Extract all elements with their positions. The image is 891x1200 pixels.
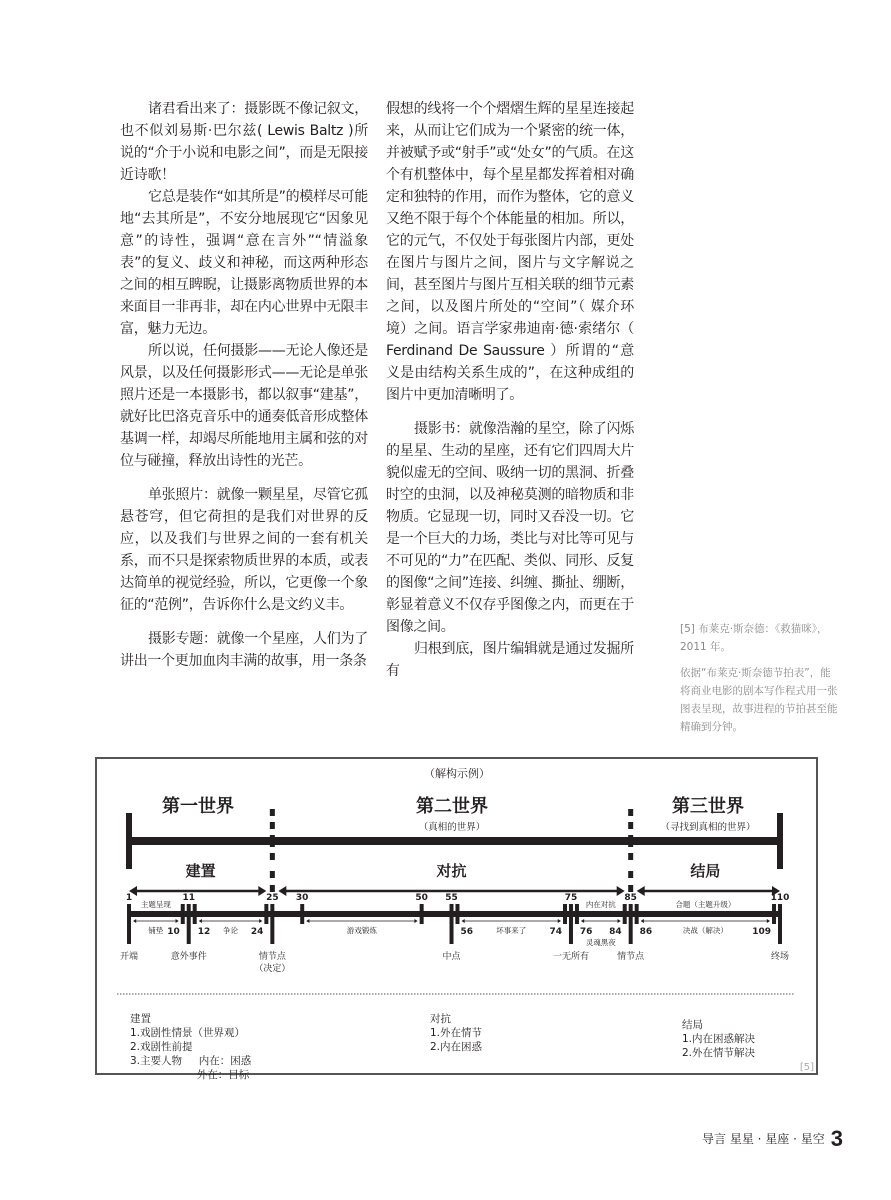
beat-tick [300, 904, 304, 924]
world-subtitle: （真相的世界） [418, 822, 486, 833]
running-title: 导言 星星 · 星座 · 星空 [702, 1132, 825, 1146]
note-line: 2.内在困惑 [430, 1041, 483, 1053]
world-bar-end-tick [777, 813, 783, 869]
beat-number-bottom: 10 [167, 927, 180, 937]
world-break-dash [628, 885, 633, 892]
beat-tick [420, 904, 424, 924]
world-break-dash [270, 835, 275, 847]
world-break-dash [270, 809, 275, 816]
beat-number-top: 25 [266, 893, 279, 903]
note-heading: 对抗 [430, 1013, 451, 1025]
beat-tick [569, 904, 573, 944]
beat-number-top: 85 [624, 893, 637, 903]
world-break-dash [270, 822, 275, 829]
note-line: 2.外在情节解决 [682, 1047, 756, 1059]
milestone-label: 中点 [442, 952, 461, 962]
span-arrow-head-left [306, 919, 309, 923]
world-break-dash [270, 853, 275, 860]
beat-number-top: 30 [295, 893, 309, 903]
span-label-below: 灵魂黑夜 [585, 938, 616, 947]
milestone-sublabel: （决定） [254, 964, 291, 974]
span-arrow-head-right [259, 919, 262, 923]
beat-tick [563, 904, 567, 924]
span-arrow-head-left [641, 919, 644, 923]
beat-number-bottom: 76 [579, 927, 593, 937]
beat-number-bottom: 109 [752, 927, 772, 937]
paragraph: 摄影书：就像浩瀚的星空，除了闪烁的星星、生动的星座，还有它们四周大片貌似虚无的空间、吸纳一切的黑洞、折叠时空的虫洞，以及神秘莫测的暗物质和非物质。它显现一切，同时又吞没一切。它是一个巨大的力场，类比与对比等可见与不可见的“力”在匹配、类似、同形、反复的图像“之间”连接、纠缠、撕扯、绷断，彰显着意义不仅存乎图像之内，而更在于图像之间。 [386, 421, 634, 635]
beat-tick [270, 904, 274, 944]
world-title: 第三世界 [672, 796, 744, 817]
beat-number-bottom: 12 [197, 927, 211, 937]
world-break-dash [628, 853, 633, 860]
note-heading: 建置 [130, 1013, 151, 1025]
milestone-label: 一无所有 [552, 952, 589, 962]
world-break-dash [270, 885, 275, 892]
note-line: 1.内在困惑解决 [682, 1033, 756, 1045]
beat-tick [575, 904, 579, 924]
span-arrow-head-right [767, 919, 770, 923]
beat-tick [181, 904, 185, 924]
paragraph: 诸君看出来了：摄影既不像记叙文，也不似刘易斯·巴尔兹( Lewis Baltz )所说的“介于小说和电影之间”，而是无限接近诗歌！ [120, 101, 368, 183]
span-label-above: 内在对抗 [585, 900, 616, 909]
note-heading: 结局 [682, 1019, 703, 1031]
beat-tick [455, 904, 459, 924]
note-line: 3.主要人物 内在：困惑 [130, 1055, 252, 1067]
notes-resolution [682, 1018, 755, 1060]
beat-number-bottom: 56 [460, 927, 474, 937]
page-footer [702, 1126, 843, 1152]
act-title: 对抗 [436, 862, 467, 880]
beat-tick [264, 904, 268, 924]
notes-confrontation [430, 1012, 482, 1054]
span-label-below: 坏事来了 [496, 926, 527, 935]
footnote-citation: [5] 布莱克·斯奈德：《救猫咪》，2011 年。 [680, 623, 828, 653]
diagram-title: （解构示例） [424, 767, 490, 780]
beat-tick [187, 904, 191, 944]
milestone-label: 情节点 [258, 952, 286, 962]
act-arrow-head-left [278, 886, 286, 896]
paragraph: 单张照片：就像一颗星星，尽管它孤悬苍穹，但它荷担的是我们对世界的反应，以及我们与世界之间的一套有机关系，而不只是探索物质世界的本质，或表达简单的视觉经验，所以，它更像一个象征的“范例”，告诉你什么是文约义丰。 [120, 487, 368, 613]
span-label-below: 争论 [223, 926, 239, 935]
world-break-dash [628, 835, 633, 847]
world-bar [126, 837, 783, 845]
span-label-below: 决战（解决） [682, 926, 728, 935]
milestone-label: 情节点 [617, 952, 645, 962]
beat-number-top: 75 [564, 893, 578, 903]
paragraph: 摄影专题：就像一个星座，人们为了讲出一个更加血肉丰满的故事，用一条条 [120, 631, 368, 669]
beat-number-top: 11 [182, 893, 195, 903]
span-label-above: 合题（主题升级） [675, 900, 736, 909]
beat-number-bottom: 24 [250, 927, 264, 937]
beat-number-bottom: 74 [549, 927, 562, 937]
note-line: 2.戏剧性前提 [130, 1041, 193, 1053]
notes-setup [130, 1012, 251, 1082]
right-text-column [386, 98, 634, 682]
note-line: 外在：目标 [130, 1069, 250, 1081]
beat-number-bottom: 84 [609, 927, 622, 937]
span-arrow-head-left [133, 919, 136, 923]
page-number: 3 [830, 1126, 843, 1151]
figure-reference: [5] [799, 1062, 814, 1073]
beat-tick [193, 904, 197, 924]
span-label-below: 铺垫 [148, 926, 164, 935]
beat-sheet-diagram [95, 757, 818, 1081]
span-label-below: 游戏锻炼 [346, 926, 377, 935]
beat-number-top: 55 [445, 893, 458, 903]
world-break-dash [628, 809, 633, 816]
beat-tick [778, 904, 782, 944]
beat-tick [450, 904, 454, 944]
span-arrow-head-right [618, 919, 621, 923]
world-break-dash [628, 822, 633, 829]
note-line: 1.外在情节 [430, 1027, 483, 1039]
beat-tick [623, 904, 627, 924]
timeline-bar [129, 911, 780, 917]
world-break-dash [270, 871, 275, 878]
sidenote [680, 620, 840, 744]
paragraph: 它总是装作“如其所是”的模样尽可能地“去其所是”，不安分地展现它“因象见意”的诗性，强调“意在言外”“情溢象表”的复义、歧义和神秘，而这两种形态之间的相互睥睨，让摄影离物质世界的本来面目一非再非，却在内心世界中无限丰富，魅力无边。 [120, 189, 368, 337]
span-arrow-head-right [176, 919, 179, 923]
left-text-column [120, 98, 368, 672]
beat-number-bottom: 86 [639, 927, 653, 937]
footnote-text: 依据“布莱克·斯奈德节拍表”，能将商业电影的剧本写作程式用一张图表呈现，故事进程的节拍甚至能精确到分钟。 [680, 667, 838, 733]
span-arrow-head-left [199, 919, 202, 923]
beat-tick [635, 904, 639, 924]
paragraph: 归根到底，图片编辑就是通过发掘所有 [386, 641, 634, 679]
world-title: 第二世界 [416, 796, 488, 817]
act-title: 建置 [185, 862, 216, 880]
beat-number-top: 50 [415, 893, 428, 903]
paragraph: 假想的线将一个个熠熠生辉的星星连接起来，从而让它们成为一个紧密的统一体，并被赋予或“射手”或“处女”的气质。在这个有机整体中，每个星星都发挥着相对确定和独特的作用，而作为整体，它的意义又绝不限于每个个体能量的相加。所以，它的元气，不仅处于每张图片内部，更处在图片与图片之间，图片与文字解说之间，甚至图片与图片互相关联的细节元素之间，以及图片所处的“空间”（ 媒介环境）之间。语言学家弗迪南·德·索绪尔（ Ferdinand De Saussure ）所谓的“意义是由结构关系生成的”，在这种成组的图片中更加清晰明了。 [386, 101, 634, 403]
world-bar-start-tick [126, 813, 132, 869]
milestone-label: 开端 [119, 952, 139, 962]
world-subtitle: （寻找到真相的世界） [660, 822, 756, 833]
span-arrow-head-right [414, 919, 417, 923]
beat-tick [127, 904, 131, 944]
beat-number-top: 110 [770, 893, 790, 903]
span-arrow-head-left [581, 919, 584, 923]
beat-tick [629, 904, 633, 944]
milestone-label: 终场 [770, 952, 790, 962]
span-arrow-head-left [461, 919, 464, 923]
span-label-above: 主题呈现 [140, 900, 171, 909]
world-break-dash [628, 871, 633, 878]
beat-number-top: 1 [125, 893, 133, 903]
note-line: 1.戏剧性情景（世界观） [130, 1027, 246, 1039]
span-arrow-head-right [558, 919, 561, 923]
beat-tick [772, 904, 776, 924]
world-title: 第一世界 [162, 796, 234, 817]
paragraph: 所以说，任何摄影——无论人像还是风景，以及任何摄影形式——无论是单张照片还是一本摄影书，都以叙事“建基”，就好比巴洛克音乐中的通奏低音形成整体基调一样，却竭尽所能地用主属和弦的对位与碰撞，释放出诗性的光芒。 [120, 343, 368, 469]
act-arrow-head-left [637, 886, 645, 896]
act-title: 结局 [690, 862, 721, 880]
milestone-label: 意外事件 [170, 952, 207, 962]
